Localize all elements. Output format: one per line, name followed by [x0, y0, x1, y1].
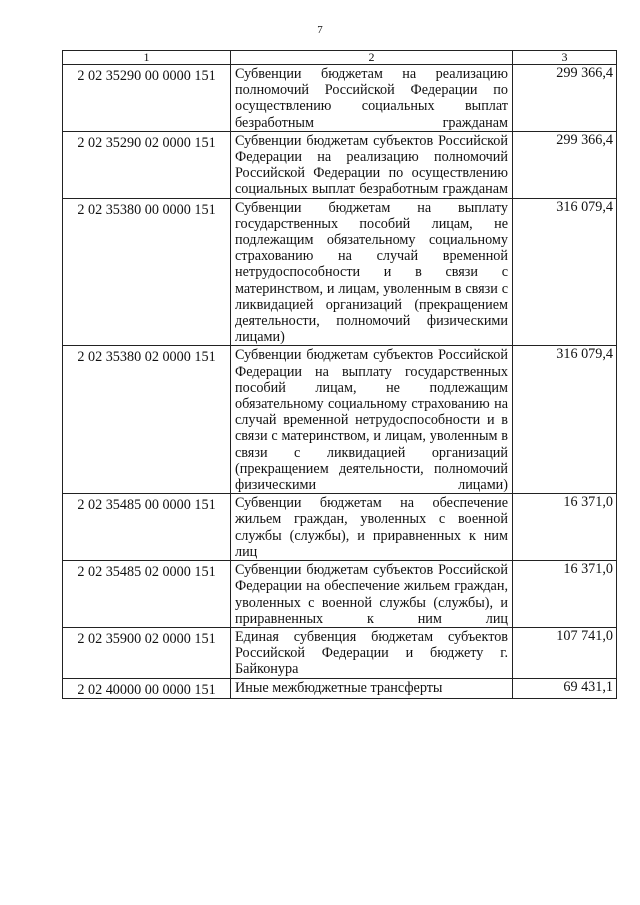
- table-header-row: [63, 51, 617, 65]
- amount: 299 366,4: [513, 131, 617, 198]
- table-row: [63, 494, 617, 561]
- amount: 107 741,0: [513, 627, 617, 678]
- amount: 16 371,0: [513, 561, 617, 628]
- table-row: [63, 627, 617, 678]
- budget-code: 2 02 35380 00 0000 151: [63, 198, 231, 346]
- amount: 316 079,4: [513, 198, 617, 346]
- budget-code: 2 02 35485 00 0000 151: [63, 494, 231, 561]
- revenue-name: Единая субвенция бюджетам субъектов Российской Федерации и бюджету г. Байконура: [231, 627, 513, 678]
- table-row: [63, 198, 617, 346]
- budget-code: 2 02 35900 02 0000 151: [63, 627, 231, 678]
- revenue-name: Субвенции бюджетам на выплату государственных пособий лицам, не подлежащим обязательному социальному страхованию на случай временной нетрудоспособности и в связи с материнством, и лицам, уволенным в связи с ликвидацией организаций (прекращением деятельности, полномочий физическими лицами): [231, 198, 513, 346]
- revenue-name: Субвенции бюджетам субъектов Российской Федерации на реализацию полномочий Российской Федерации по осуществлению социальных выплат безработным гражданам: [231, 131, 513, 198]
- revenue-name: Субвенции бюджетам субъектов Российской Федерации на обеспечение жильем граждан, уволенных с военной службы (службы), и приравненных к ним лиц: [231, 561, 513, 628]
- table-row: [63, 65, 617, 132]
- revenue-name: Субвенции бюджетам на обеспечение жильем граждан, уволенных с военной службы (службы), и приравненных к ним лиц: [231, 494, 513, 561]
- column-header-name: 2: [231, 51, 513, 65]
- budget-code: 2 02 35485 02 0000 151: [63, 561, 231, 628]
- budget-revenue-table: [62, 50, 617, 699]
- table-row: [63, 131, 617, 198]
- column-header-amount: 3: [513, 51, 617, 65]
- amount: 316 079,4: [513, 346, 617, 494]
- table-row: [63, 346, 617, 494]
- amount: 299 366,4: [513, 65, 617, 132]
- page-number: 7: [317, 24, 323, 36]
- table-row: [63, 678, 617, 698]
- column-header-code: 1: [63, 51, 231, 65]
- revenue-name: Иные межбюджетные трансферты: [231, 678, 513, 698]
- revenue-name: Субвенции бюджетам субъектов Российской Федерации на выплату государственных пособий лицам, не подлежащим обязательному социальному страхованию на случай временной нетрудоспособности и в связи с материнством, и лицам, уволенным в связи с ликвидацией организаций (прекращением деятельности, полномочий физическими лицами): [231, 346, 513, 494]
- budget-code: 2 02 35290 02 0000 151: [63, 131, 231, 198]
- budget-code: 2 02 35290 00 0000 151: [63, 65, 231, 132]
- budget-code: 2 02 40000 00 0000 151: [63, 678, 231, 698]
- amount: 16 371,0: [513, 494, 617, 561]
- revenue-name: Субвенции бюджетам на реализацию полномочий Российской Федерации по осуществлению социальных выплат безработным гражданам: [231, 65, 513, 132]
- amount: 69 431,1: [513, 678, 617, 698]
- budget-code: 2 02 35380 02 0000 151: [63, 346, 231, 494]
- table-row: [63, 561, 617, 628]
